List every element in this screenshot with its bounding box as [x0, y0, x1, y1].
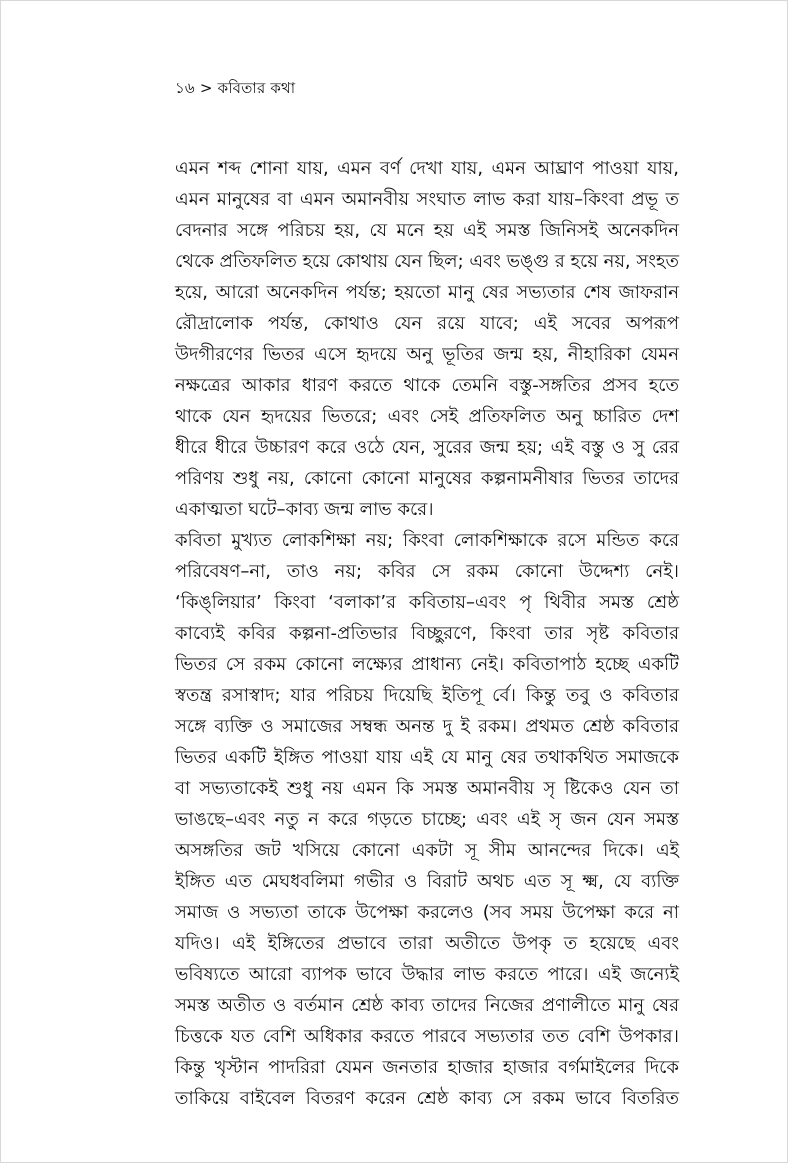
text-line: স্বতন্ত্র রসাস্বাদ; যার পরিচয় দিয়েছি ইতিপূ র্বে। কিন্তু তবু ও কবিতার [175, 685, 679, 706]
text-line: কবিতা মুখ্যত লোকশিক্ষা নয়; কিংবা লোকশিক্ষাকে রসে মন্ডিত করে [175, 530, 679, 551]
text-line: ভবিষ্যতে আরো ব্যাপক ভাবে উদ্ধার লাভ করতে পারে। এই জন্যেই [175, 964, 679, 985]
text-line: পরিবেষণ–না, তাও নয়; কবির সে রকম কোনো উদ্দেশ্য নেই। [175, 561, 679, 582]
text-line: একাত্মতা ঘটে–কাব্য জন্ম লাভ করে। [175, 499, 434, 520]
text-line: কাব্যেই কবির কল্পনা-প্রতিভার বিচ্ছুরণে, কিংবা তার সৃষ্ট কবিতার [175, 623, 679, 644]
text-line: সমস্ত অতীত ও বর্তমান শ্রেষ্ঠ কাব্য তাদের নিজের প্রণালীতে মানু ষের [175, 995, 679, 1016]
text-line: পরিণয় শুধু নয়, কোনো কোনো মানুষের কল্পনামনীষার ভিতর তাদের [175, 468, 679, 489]
text-line: অসঙ্গতির জট খসিয়ে কোনো একটা সূ সীম আনন্দের দিকে। এই [175, 840, 679, 861]
text-line: ধীরে ধীরে উচ্চারণ করে ওঠে যেন, সুরের জন্ম হয়; এই বস্তু ও সু রের [175, 437, 679, 458]
text-line: নক্ষত্রের আকার ধারণ করতে থাকে তেমনি বস্তু-সঙ্গতির প্রসব হতে [175, 375, 679, 396]
text-line: চিত্তকে যত বেশি অধিকার করতে পারবে সভ্যতার তত বেশি উপকার। [175, 1026, 679, 1047]
text-line: ইঙ্গিত এত মেঘধবলিমা গভীর ও বিরাট অথচ এত সূ ক্ষ্ম, যে ব্যক্তি [175, 871, 679, 892]
text-line: কিন্তু খৃস্টান পাদরিরা যেমন জনতার হাজার হাজার বর্গমাইলের দিকে [175, 1057, 679, 1078]
text-line: এমন মানুষের বা এমন অমানবীয় সংঘাত লাভ করা যায়–কিংবা প্রভূ ত [175, 189, 679, 210]
text-line: যদিও। এই ইঙ্গিতের প্রভাবে তারা অতীতে উপকৃ ত হয়েছে এবং [175, 933, 679, 954]
text-line: উদগীরণের ভিতর এসে হৃদয়ে অনু ভূতির জন্ম হয়, নীহারিকা যেমন [175, 344, 679, 365]
running-header [175, 77, 295, 102]
text-line: ভিতর একটি ইঙ্গিত পাওয়া যায় এই যে মানু ষের তথাকথিত সমাজকে [175, 747, 679, 768]
paragraph-2 [175, 525, 679, 1114]
text-line: এমন শব্দ শোনা যায়, এমন বর্ণ দেখা যায়, এমন আঘ্রাণ পাওয়া যায়, [175, 158, 679, 179]
text-line: হয়ে, আরো অনেকদিন পর্যন্ত; হয়তো মানু ষের সভ্যতার শেষ জাফরান [175, 282, 679, 303]
text-line: বেদনার সঙ্গে পরিচয় হয়, যে মনে হয় এই সমস্ত জিনিসই অনেকদিন [175, 220, 679, 241]
paragraph-1 [175, 153, 679, 525]
text-line: থেকে প্রতিফলিত হয়ে কোথায় যেন ছিল; এবং ভঙ্গু র হয়ে নয়, সংহত [175, 251, 679, 272]
text-line: সঙ্গে ব্যক্তি ও সমাজের সম্বন্ধ অনন্ত দু ই রকম। প্রথমত শ্রেষ্ঠ কবিতার [175, 716, 679, 737]
text-line: থাকে যেন হৃদয়ের ভিতরে; এবং সেই প্রতিফলিত অনু চ্চারিত দেশ [175, 406, 679, 427]
text-line: তাকিয়ে বাইবেল বিতরণ করেন শ্রেষ্ঠ কাব্য সে রকম ভাবে বিতরিত [175, 1088, 679, 1109]
text-line: সমাজ ও সভ্যতা তাকে উপেক্ষা করলেও (সব সময় উপেক্ষা করে না [175, 902, 679, 923]
book-title: কবিতার কথা [217, 79, 296, 97]
page-number: ১৬ [175, 79, 195, 97]
text-line: ভিতর সে রকম কোনো লক্ষ্যের প্রাধান্য নেই। কবিতাপাঠ হচ্ছে একটি [175, 654, 679, 675]
text-line: ভাঙছে–এবং নতু ন করে গড়তে চাচ্ছে; এবং এই সৃ জন যেন সমস্ত [175, 809, 679, 830]
text-line: রৌদ্রালোক পর্যন্ত, কোথাও যেন রয়ে যাবে; এই সবের অপরূপ [175, 313, 679, 334]
header-separator: > [199, 79, 213, 97]
text-line: বা সভ্যতাকেই শুধু নয় এমন কি সমস্ত অমানবীয় সৃ ষ্টিকেও যেন তা [175, 778, 679, 799]
text-line: ‘কিঙ্‌লিয়ার’ কিংবা ‘বলাকা’র কবিতায়–এবং পৃ থিবীর সমস্ত শ্রেষ্ঠ [175, 592, 679, 613]
